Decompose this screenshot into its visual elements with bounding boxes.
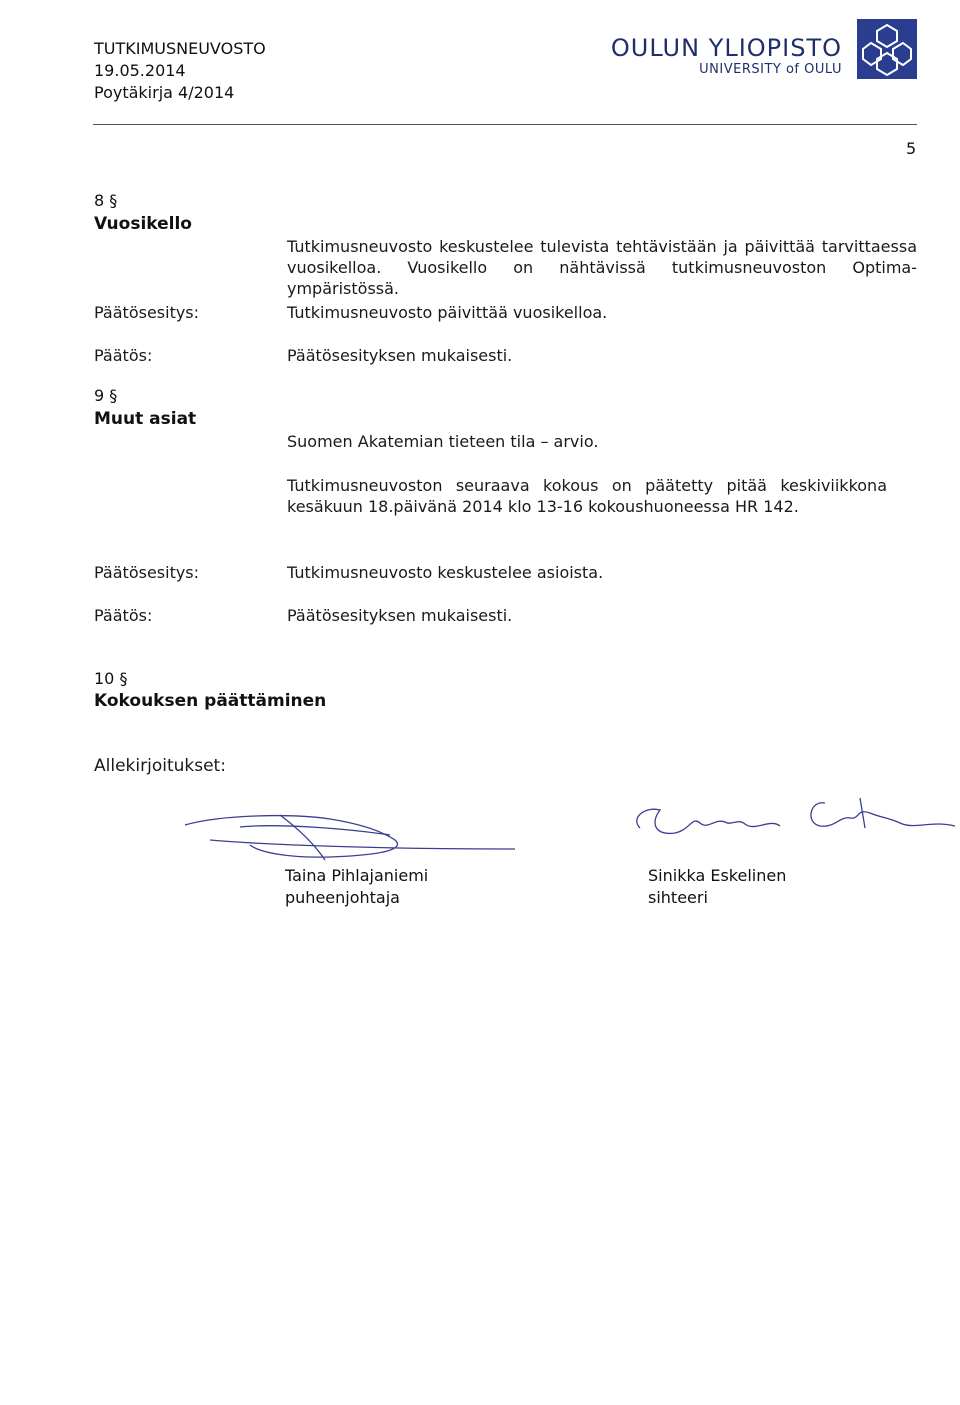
section-8-title: Vuosikello [94,214,192,234]
signature-left-icon [180,805,520,865]
section-8-number: 8 § [94,191,118,210]
section-9-body-1: Suomen Akatemian tieteen tila – arvio. [287,432,599,451]
section-10-number: 10 § [94,669,128,688]
section-8-decision-label: Päätös: [94,346,153,365]
section-8-body: Tutkimusneuvosto keskustelee tulevista tehtävistään ja päivittää tarvittaessa vuosikelloa. Vuosikello on nähtävissä tutkimusneuvoston Optima-ympäristössä. [287,237,917,298]
signatures-label: Allekirjoitukset: [94,756,226,776]
university-name: OULUN YLIOPISTO [610,34,842,62]
signature-right-icon [620,788,960,848]
signer-right-role: sihteeri [648,888,708,907]
section-9-decision: Päätösesityksen mukaisesti. [287,606,513,625]
section-9-proposal: Tutkimusneuvosto keskustelee asioista. [287,563,604,582]
section-9-number: 9 § [94,386,118,405]
section-8-proposal: Tutkimusneuvosto päivittää vuosikelloa. [287,303,608,322]
page-number: 5 [906,139,917,158]
signer-left-role: puheenjohtaja [285,888,400,907]
signer-right-name: Sinikka Eskelinen [648,866,787,885]
section-9-body-2: Tutkimusneuvoston seuraava kokous on päätetty pitää keskiviikkona kesäkuun 18.päivänä 2014 klo 13-16 kokoushuoneessa HR 142. [287,476,887,516]
university-subtitle: UNIVERSITY of OULU [699,62,842,77]
section-9-title: Muut asiat [94,409,197,429]
section-10-title: Kokouksen päättäminen [94,691,327,711]
section-8-proposal-label: Päätösesitys: [94,303,200,322]
header-date: 19.05.2014 [94,61,186,80]
section-9-decision-label: Päätös: [94,606,153,625]
section-8-decision: Päätösesityksen mukaisesti. [287,346,513,365]
university-logo-icon [857,19,917,79]
header-rule [93,124,917,125]
signer-left-name: Taina Pihlajaniemi [285,866,429,885]
header-org: TUTKIMUSNEUVOSTO [94,39,266,58]
header-minutes: Poytäkirja 4/2014 [94,83,235,102]
section-9-proposal-label: Päätösesitys: [94,563,200,582]
